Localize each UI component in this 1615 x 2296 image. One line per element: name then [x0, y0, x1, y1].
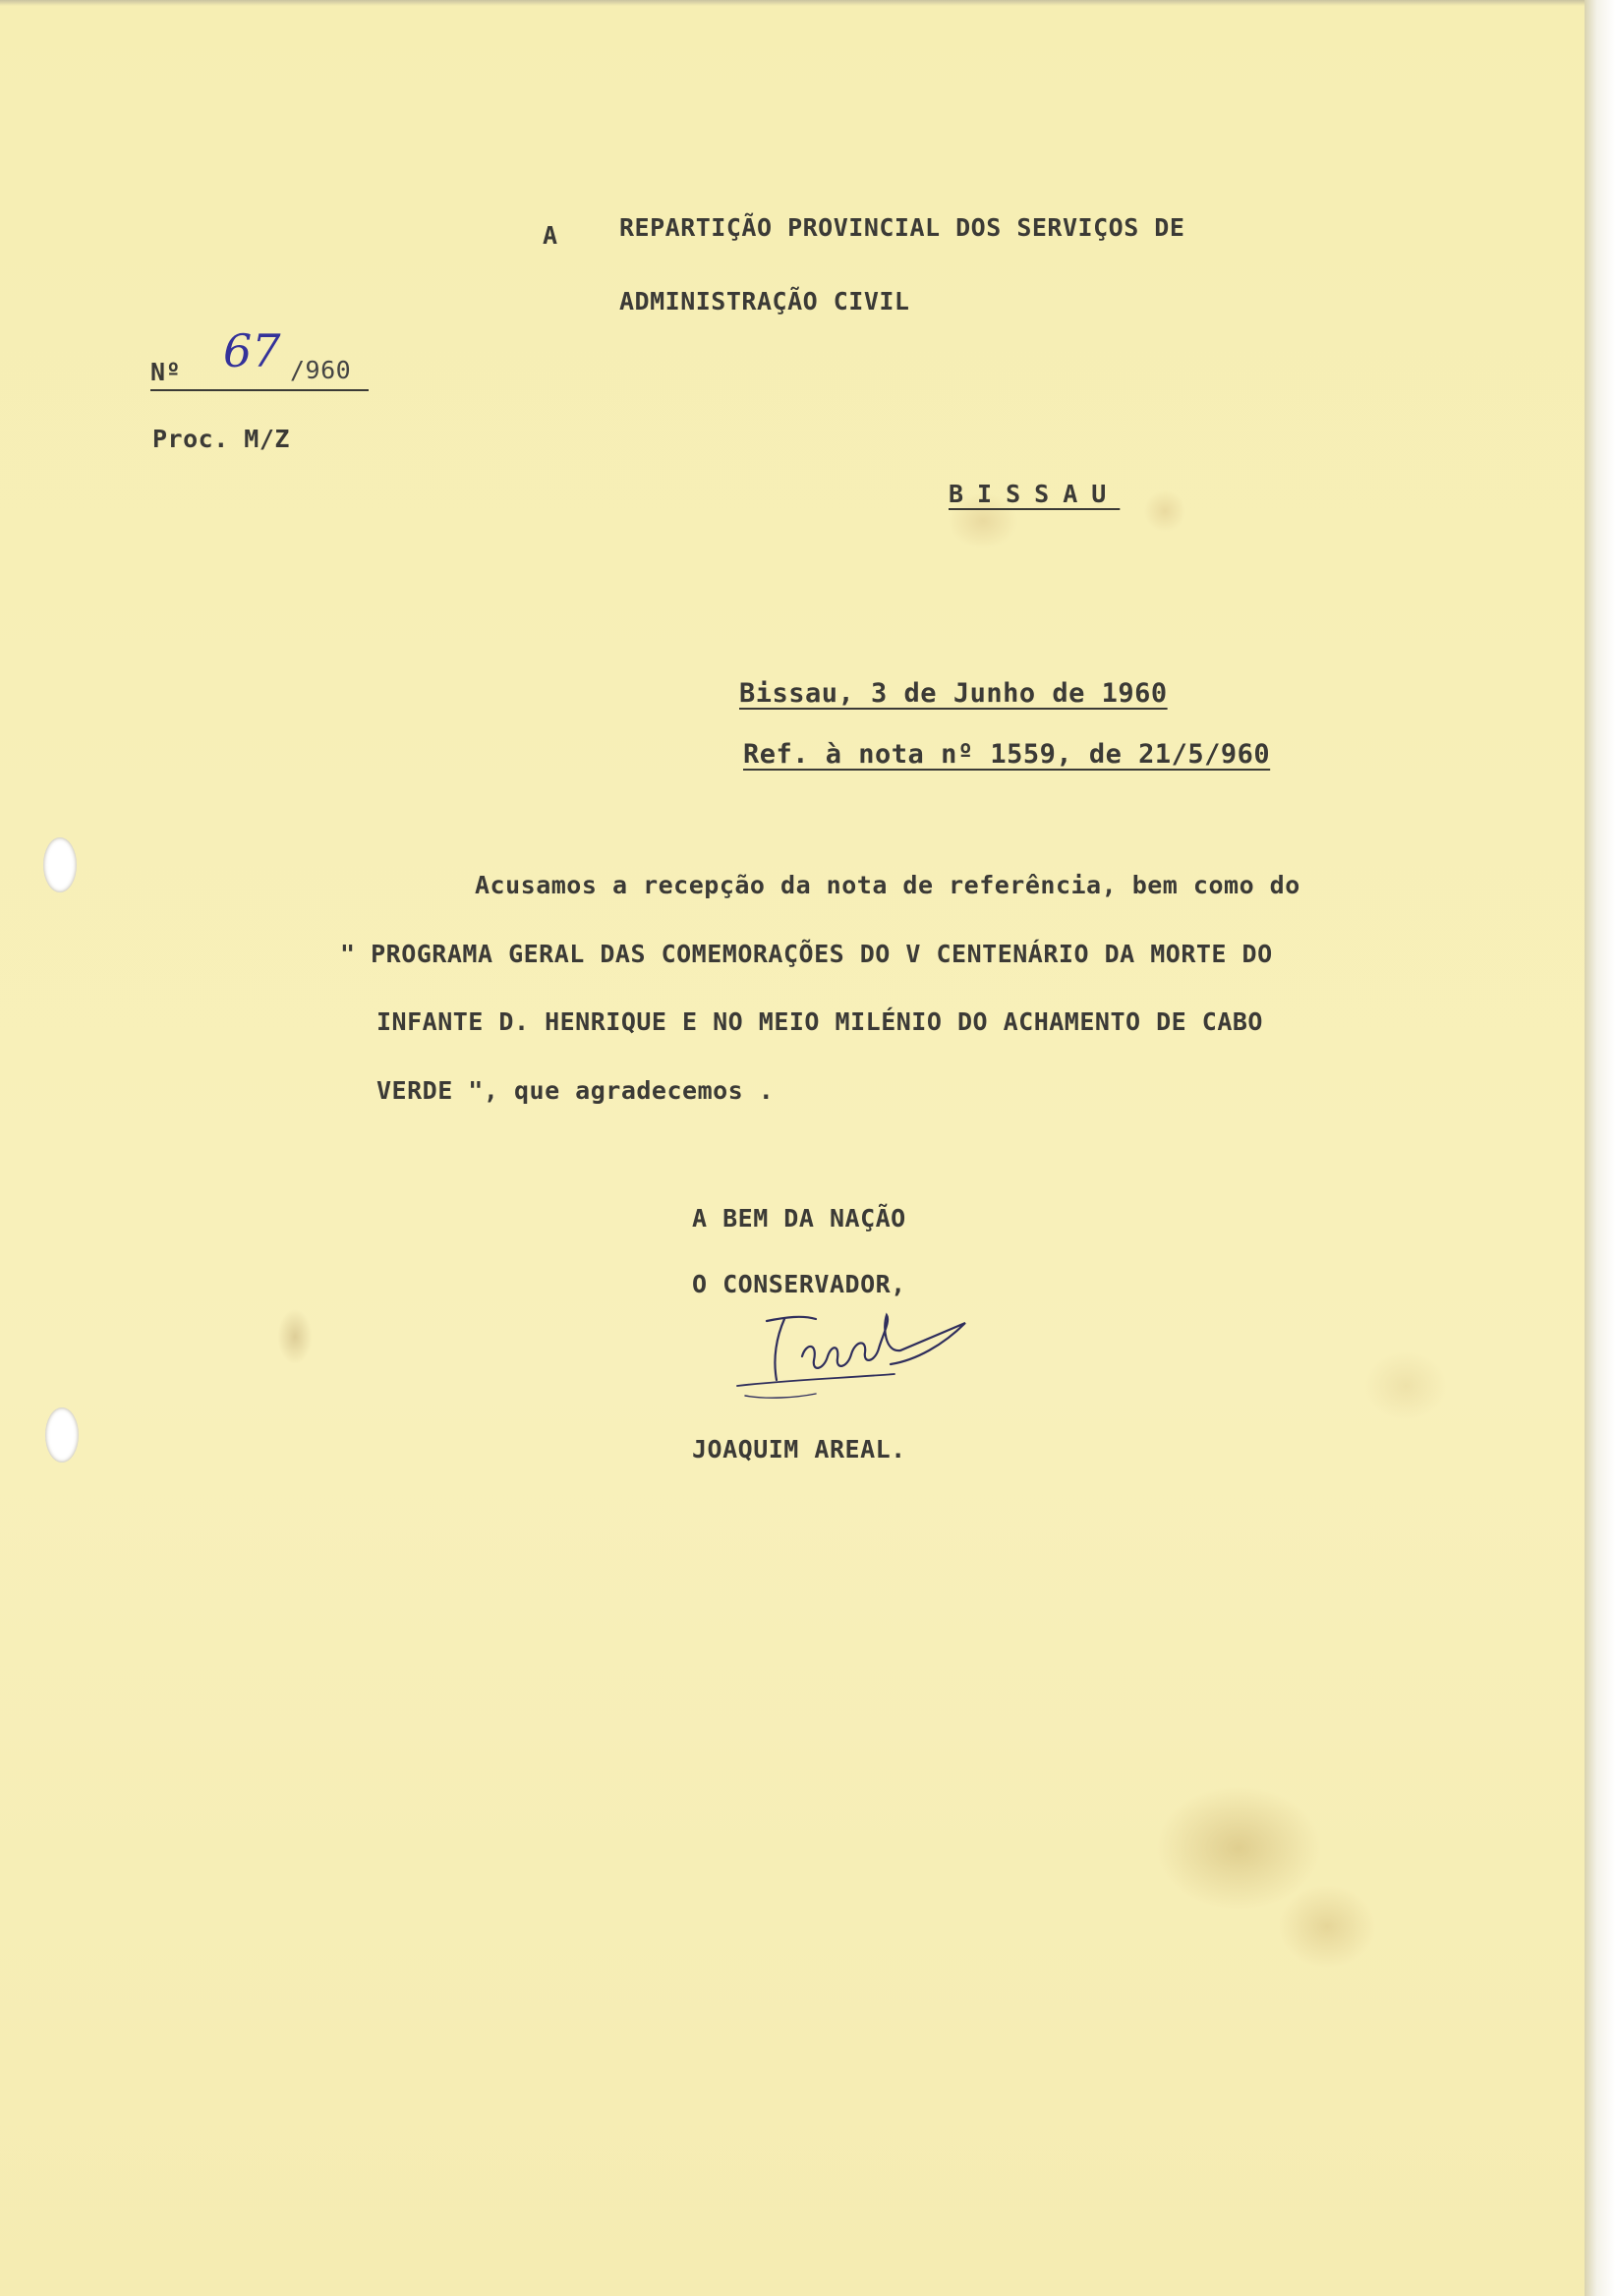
closing-salutation: A BEM DA NAÇÃO — [692, 1204, 906, 1233]
number-year: /960 — [290, 356, 352, 384]
addressee-line-1: REPARTIÇÃO PROVINCIAL DOS SERVIÇOS DE — [619, 213, 1185, 242]
body-line-2: " PROGRAMA GERAL DAS COMEMORAÇÕES DO V CENTENÁRIO DA MORTE DO — [340, 940, 1273, 968]
addressee-line-2: ADMINISTRAÇÃO CIVIL — [619, 287, 910, 316]
paper-top-edge — [0, 0, 1585, 6]
body-line-4: VERDE ", que agradecemos . — [376, 1076, 775, 1105]
number-underline — [150, 389, 369, 391]
signatory-title: O CONSERVADOR, — [692, 1270, 906, 1298]
body-line-3: INFANTE D. HENRIQUE E NO MEIO MILÉNIO DO ACHAMENTO DE CABO — [376, 1007, 1263, 1036]
number-handwritten: 67 — [223, 324, 281, 377]
signatory-name: JOAQUIM AREAL. — [692, 1435, 906, 1464]
addressee-prefix: A — [543, 221, 558, 250]
scan-right-margin — [1585, 0, 1615, 2296]
punch-hole-lower — [45, 1407, 79, 1463]
reference-line: Ref. à nota nº 1559, de 21/5/960 — [743, 739, 1271, 770]
punch-hole-upper — [43, 837, 77, 892]
destination: BISSAU — [949, 480, 1121, 508]
document-number — [150, 324, 376, 393]
body-line-1: Acusamos a recepção da nota de referência, bem como do — [475, 871, 1300, 899]
process-reference: Proc. M/Z — [152, 425, 290, 453]
date-line: Bissau, 3 de Junho de 1960 — [739, 678, 1168, 709]
number-label: Nº — [150, 358, 182, 386]
handwritten-signature — [708, 1297, 973, 1406]
